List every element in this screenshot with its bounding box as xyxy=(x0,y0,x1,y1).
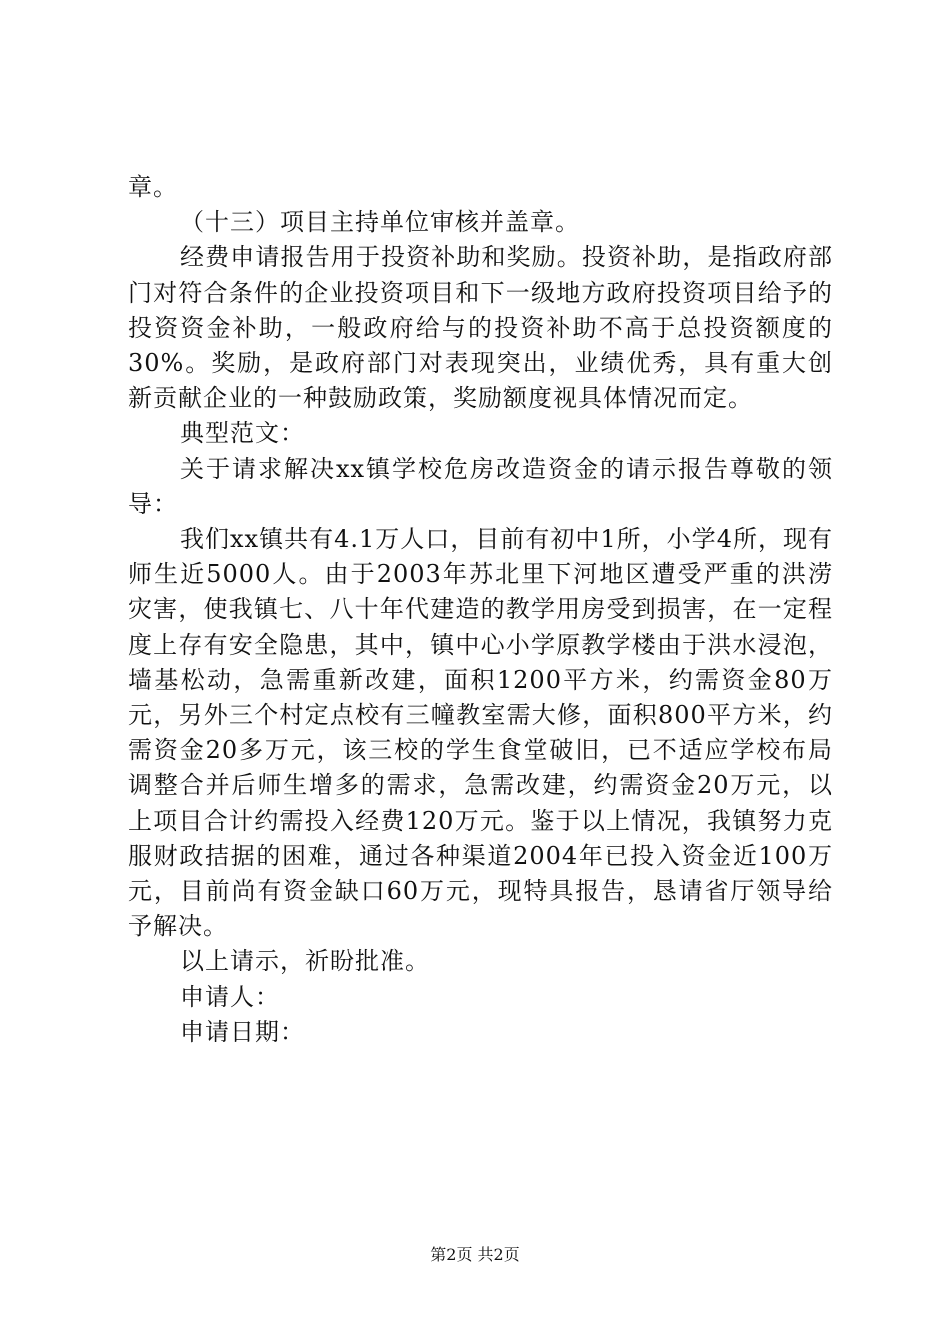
paragraph-closing: 以上请示，祈盼批准。 xyxy=(180,947,430,976)
paragraph-continuation: 章。 xyxy=(128,173,178,201)
document-body xyxy=(128,170,833,1050)
page-number-footer: 第2页 共2页 xyxy=(430,1245,520,1264)
paragraph-request-body: 我们xx镇共有4.1万人口，目前有初中1所，小学4所，现有师生近5000人。由于2003年苏北里下河地区遭受严重的洪涝灾害，使我镇七、八十年代建造的教学用房受到损害，在一定程度上存有安全隐患，其中，镇中心小学原教学楼由于洪水浸泡，墙基松动，急需重新改建，面积1200平方米，约需资金80万元，另外三个村定点校有三幢教室需大修，面积800平方米，约需资金20多万元，该三校的学生食堂破旧，已不适应学校布局调整合并后师生增多的需求，急需改建，约需资金20万元，以上项目合计约需投入经费120万元。鉴于以上情况，我镇努力克服财政拮据的困难，通过各种渠道2004年已投入资金近100万元，目前尚有资金缺口60万元，现特具报告，恳请省厅领导给予解决。 xyxy=(128,525,833,941)
paragraph-request-title: 关于请求解决xx镇学校危房改造资金的请示报告尊敬的领导： xyxy=(128,454,833,518)
paragraph-item-13: （十三）项目主持单位审核并盖章。 xyxy=(180,208,580,237)
paragraph-sample-heading: 典型范文： xyxy=(180,419,305,448)
application-date-line: 申请日期： xyxy=(180,1017,305,1046)
applicant-line: 申请人： xyxy=(180,982,280,1011)
paragraph-funding-description: 经费申请报告用于投资补助和奖励。投资补助，是指政府部门对符合条件的企业投资项目和下一级地方政府投资项目给予的投资资金补助，一般政府给与的投资补助不高于总投资额度的30%。奖励，是政府部门对表现突出，业绩优秀，具有重大创新贡献企业的一种鼓励政策，奖励额度视具体情况而定。 xyxy=(128,243,833,413)
